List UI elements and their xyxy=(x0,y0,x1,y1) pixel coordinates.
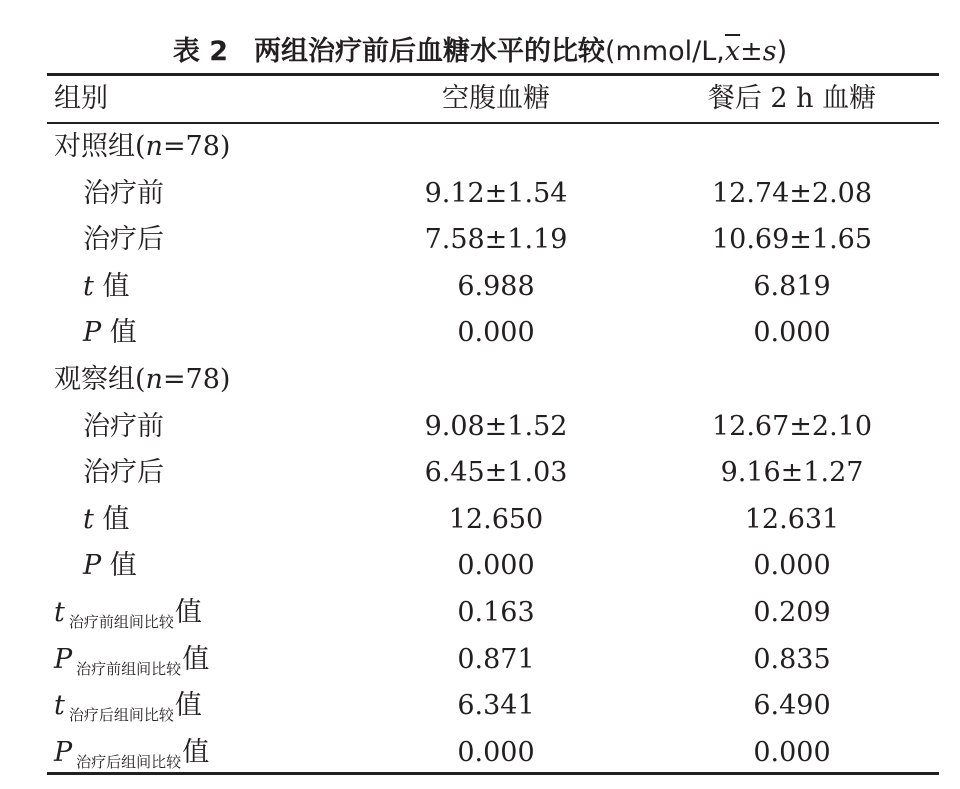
postprandial-value: 6.819 xyxy=(753,270,831,302)
sample-size-symbol: n xyxy=(145,363,163,395)
table-row xyxy=(47,217,939,264)
table-number: 表 2 xyxy=(172,36,229,67)
timepoint-label: 治疗前 xyxy=(83,177,164,209)
statistic-symbol: P xyxy=(83,550,102,582)
statistic-suffix: 值 xyxy=(101,550,137,582)
postprandial-value: 0.000 xyxy=(753,736,831,768)
group-name: 对照组( xyxy=(54,131,146,162)
row-label xyxy=(83,404,164,451)
row-label xyxy=(83,450,164,497)
plus-minus-symbol: ± xyxy=(740,36,763,67)
row-label xyxy=(83,497,129,544)
table-row xyxy=(47,497,939,544)
fasting-value: 7.58±1.19 xyxy=(424,224,568,256)
table-row xyxy=(47,637,939,684)
table-header-row xyxy=(47,76,939,122)
postprandial-value: 12.631 xyxy=(744,503,840,535)
table-row xyxy=(47,450,939,497)
postprandial-value: 12.74±2.08 xyxy=(711,177,873,209)
timepoint-label: 治疗后 xyxy=(83,224,164,256)
statistic-symbol: t xyxy=(83,270,94,302)
table-body xyxy=(47,124,939,776)
row-label xyxy=(54,124,230,171)
fasting-value: 6.341 xyxy=(457,690,535,722)
row-label xyxy=(83,171,164,218)
sample-size-symbol: n xyxy=(145,131,163,162)
statistic-symbol: P xyxy=(54,736,73,768)
statistic-symbol: t xyxy=(54,690,65,722)
statistic-suffix: 值 xyxy=(101,317,137,349)
mean-symbol: $\overline{x}$ xyxy=(724,36,741,67)
postprandial-value: 6.490 xyxy=(753,690,831,722)
table-row xyxy=(47,171,939,218)
fasting-value: 0.000 xyxy=(457,317,535,349)
fasting-value: 6.988 xyxy=(457,270,535,302)
column-header-postprandial: 餐后 2 h 血糖 xyxy=(707,83,877,114)
fasting-value: 0.000 xyxy=(457,736,535,768)
statistic-suffix: 值 xyxy=(174,596,202,628)
statistic-symbol: t xyxy=(54,596,65,628)
unit-close: ) xyxy=(776,36,788,67)
statistic-symbol: t xyxy=(83,503,94,535)
table-row xyxy=(47,730,939,777)
postprandial-value: 0.000 xyxy=(753,550,831,582)
postprandial-value: 0.209 xyxy=(753,596,831,628)
column-header-fasting: 空腹血糖 xyxy=(442,83,550,114)
statistic-suffix: 值 xyxy=(182,643,210,675)
sample-size-value: =78) xyxy=(162,363,231,395)
table-row xyxy=(47,543,939,590)
fasting-value: 9.12±1.54 xyxy=(424,177,568,209)
statistic-subscript: 治疗前组间比较 xyxy=(68,612,174,631)
statistic-subscript: 治疗后组间比较 xyxy=(68,706,174,725)
row-label xyxy=(83,543,137,590)
postprandial-value: 10.69±1.65 xyxy=(711,224,873,256)
row-label xyxy=(83,217,164,264)
fasting-value: 0.871 xyxy=(457,643,535,675)
table-row xyxy=(47,590,939,637)
fasting-value: 0.163 xyxy=(457,596,535,628)
row-label xyxy=(83,264,129,311)
postprandial-value: 0.000 xyxy=(753,317,831,349)
data-table xyxy=(47,76,939,776)
column-header-group: 组别 xyxy=(54,83,108,114)
row-label xyxy=(54,730,209,786)
group-row xyxy=(47,124,939,171)
table-title: 两组治疗前后血糖水平的比较 xyxy=(254,36,606,67)
fasting-value: 9.08±1.52 xyxy=(424,410,568,442)
postprandial-value: 12.67±2.10 xyxy=(711,410,873,442)
statistic-symbol: P xyxy=(83,317,102,349)
statistic-symbol: P xyxy=(54,643,73,675)
group-name: 观察组( xyxy=(54,363,146,395)
statistic-subscript: 治疗前组间比较 xyxy=(76,659,182,678)
table-row xyxy=(47,264,939,311)
fasting-value: 0.000 xyxy=(457,550,535,582)
statistic-suffix: 值 xyxy=(174,690,202,722)
statistic-suffix: 值 xyxy=(182,736,210,768)
timepoint-label: 治疗后 xyxy=(83,457,164,489)
row-label xyxy=(54,357,230,404)
sd-symbol: s xyxy=(762,36,777,67)
statistic-suffix: 值 xyxy=(93,503,130,535)
table-row xyxy=(47,683,939,730)
postprandial-value: 9.16±1.27 xyxy=(720,457,864,489)
fasting-value: 6.45±1.03 xyxy=(424,457,568,489)
statistic-subscript: 治疗后组间比较 xyxy=(76,752,182,771)
timepoint-label: 治疗前 xyxy=(83,410,164,442)
postprandial-value: 0.835 xyxy=(753,643,831,675)
group-row xyxy=(47,357,939,404)
unit-open: (mmol/L, xyxy=(605,36,725,67)
table-row xyxy=(47,310,939,357)
sample-size-value: =78) xyxy=(162,131,231,162)
statistic-suffix: 值 xyxy=(93,270,130,302)
row-label xyxy=(83,310,137,357)
fasting-value: 12.650 xyxy=(448,503,544,535)
table-caption xyxy=(0,32,960,72)
table-row xyxy=(47,404,939,451)
